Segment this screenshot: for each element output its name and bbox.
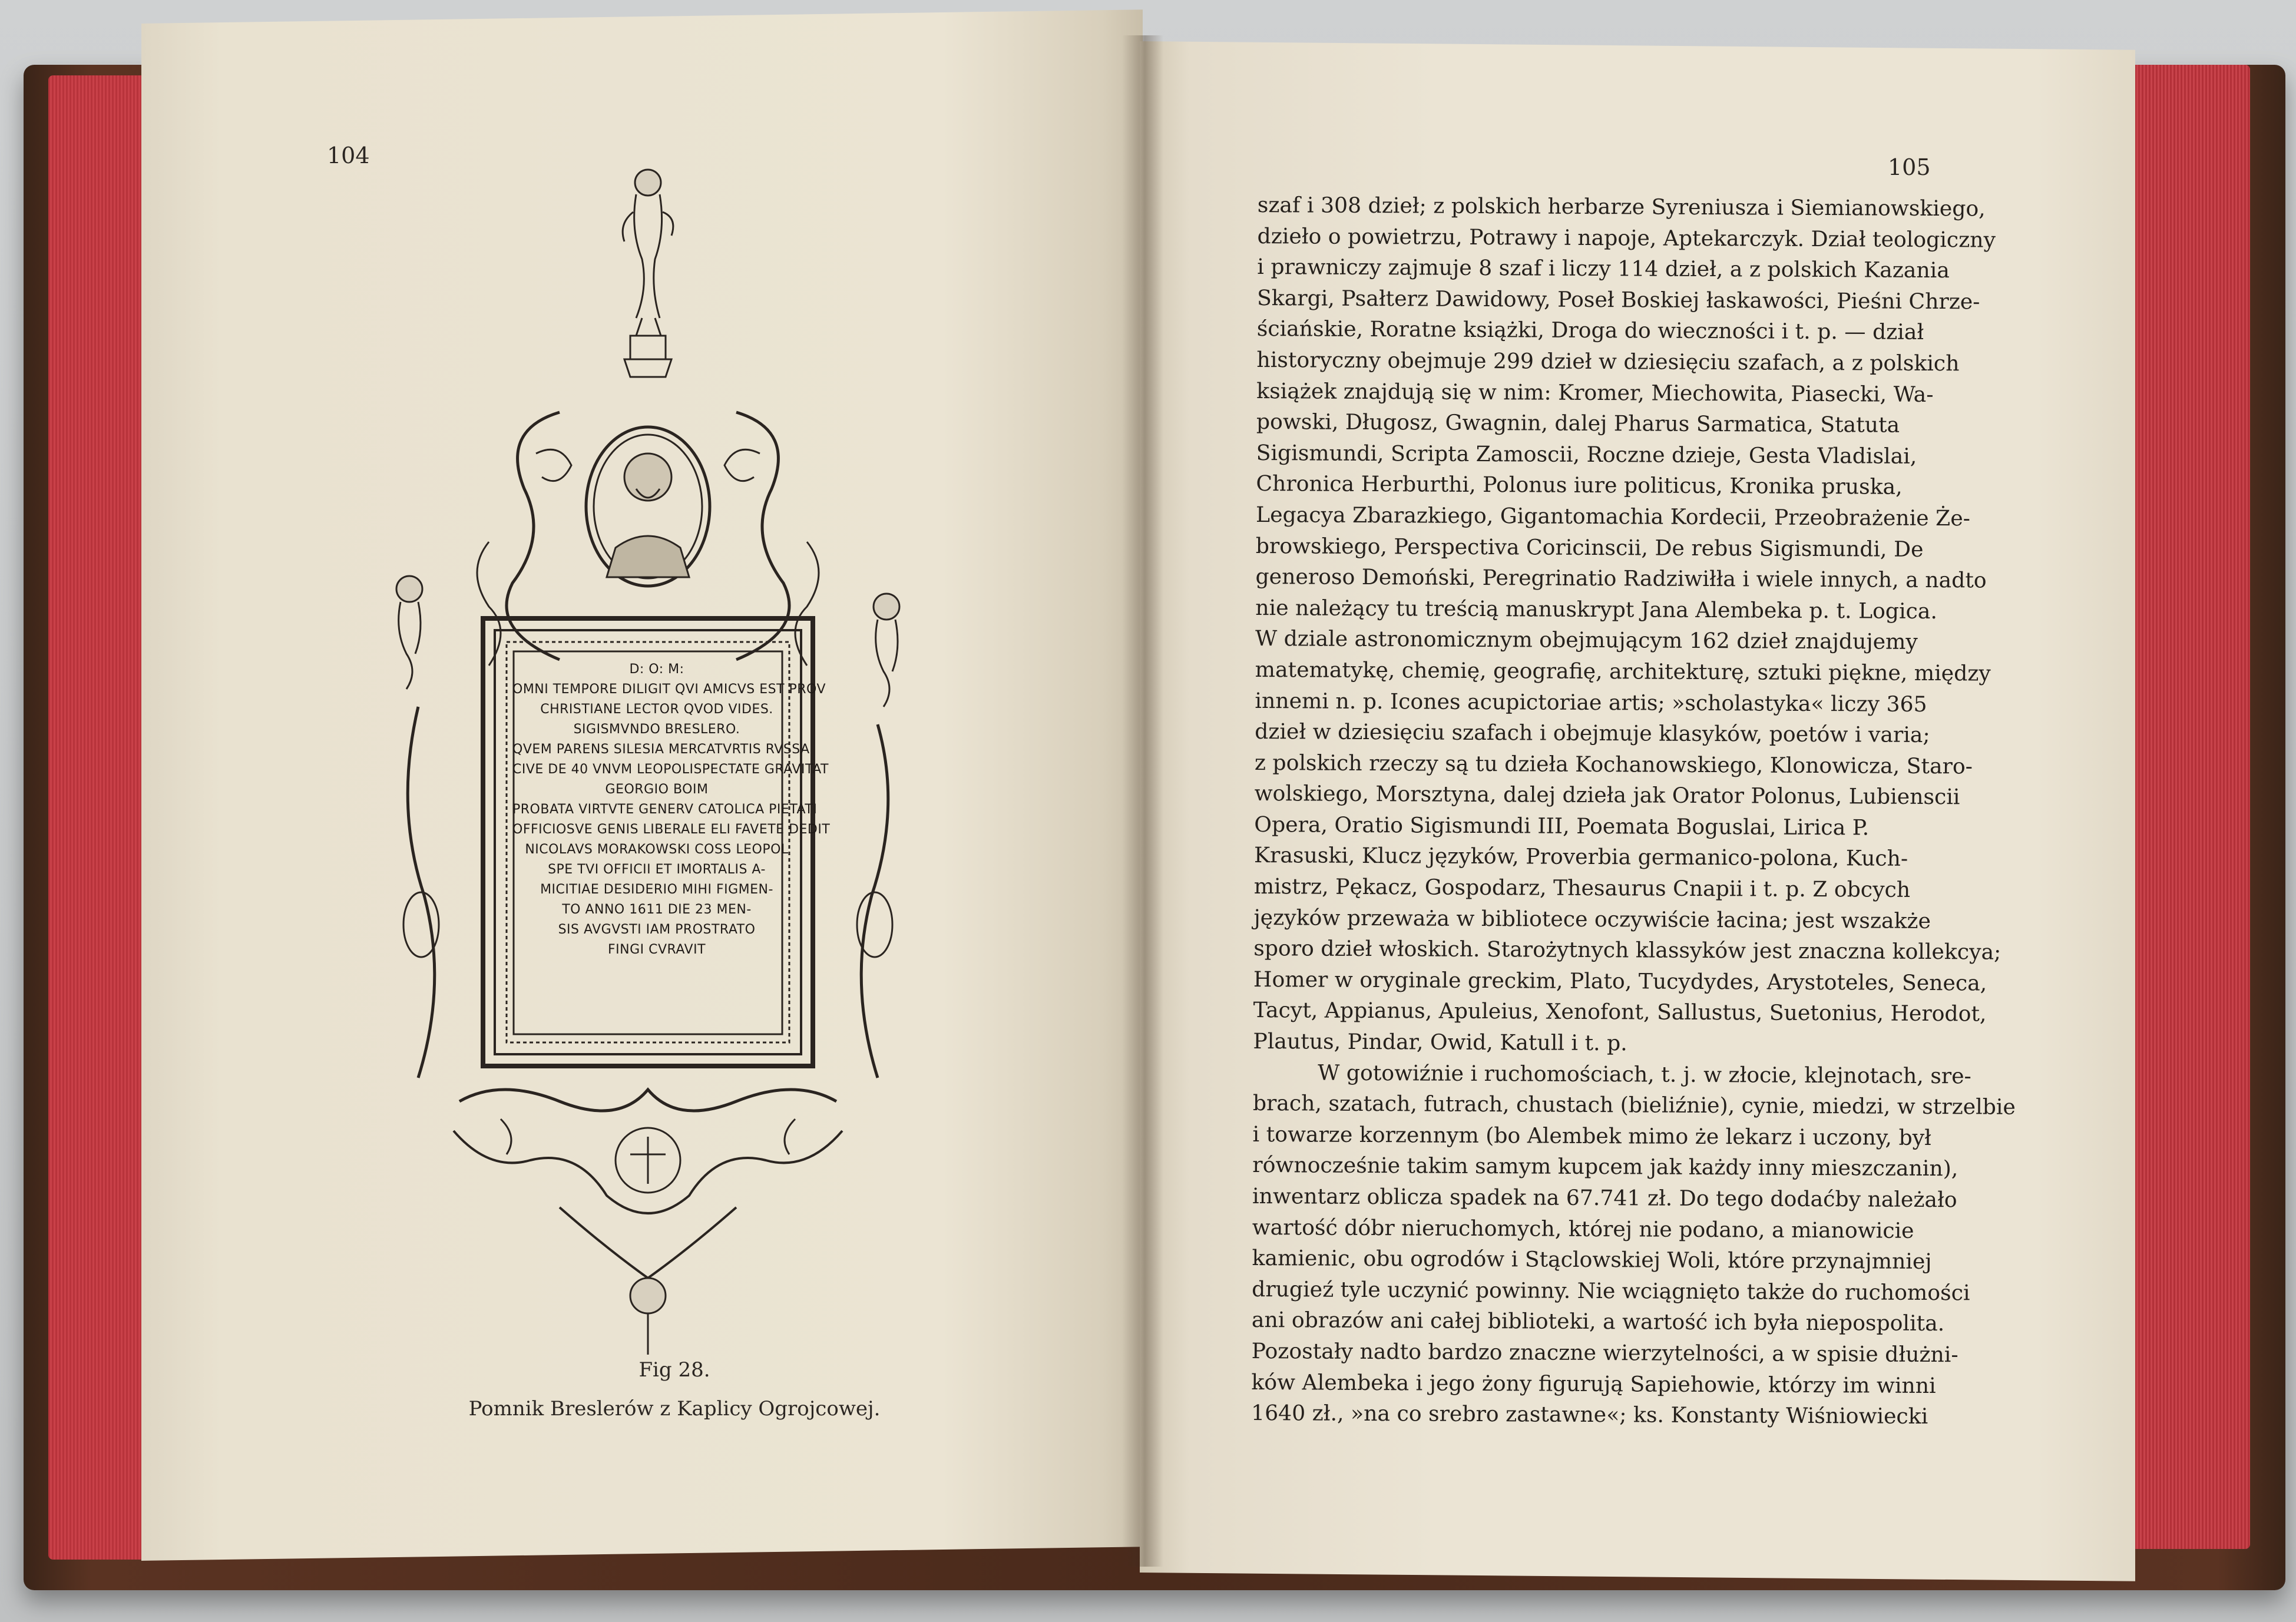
text-line: brach, szatach, futrach, chustach (bieliźnie), cynie, miedzi, w strzelbie — [1252, 1090, 2016, 1120]
inscription-line: SIGISMVNDO BRESLERO. — [573, 722, 740, 737]
cherub-left — [396, 576, 422, 689]
inscription-line: SIS AVGVSTI IAM PROSTRATO — [558, 922, 756, 937]
page-number-right: 105 — [1888, 154, 1931, 180]
text-line: i towarze korzennym (bo Alembek mimo że lekarz i uczony, był — [1252, 1121, 1931, 1150]
text-line: wartość dóbr nieruchomych, której nie podano, a mianowicie — [1252, 1214, 1914, 1243]
inscription-line: PROBATA VIRTVTE GENERV CATOLICA PIETATI — [512, 802, 818, 817]
inscription-line: FINGI CVRAVIT — [607, 942, 706, 957]
text-line: z polskich rzeczy są tu dzieła Kochanowskiego, Klonowicza, Staro- — [1254, 749, 1973, 779]
cherub-top-figure — [623, 170, 673, 336]
text-line: dzieło o powietrzu, Potrawy i napoje, Aptekarczyk. Dział teologiczny — [1257, 223, 1996, 253]
inscription-line: OFFICIOSVE GENIS LIBERALE ELI FAVETE DEDIT — [512, 822, 831, 837]
text-line: Plautus, Pindar, Owid, Katull i t. p. — [1253, 1028, 1627, 1056]
monument-inscription — [512, 660, 831, 1007]
text-line: książek znajdują się w nim: Kromer, Miechowita, Piasecki, Wa- — [1256, 378, 1934, 407]
text-line: powski, Długosz, Gwagnin, dalej Pharus Sarmatica, Statuta — [1256, 409, 1900, 438]
inscription-line: D: O: M: — [629, 662, 684, 677]
inscription-line: NICOLAVS MORAKOWSKI COSS LEOPOL — [525, 842, 789, 857]
text-line: Pozostały nadto bardzo znaczne wierzytelności, a w spisie dłużni- — [1251, 1338, 1958, 1368]
inscription-line: GEORGIO BOIM — [605, 782, 709, 797]
text-line: ani obrazów ani całej biblioteki, a wartość ich była niepospolita. — [1251, 1307, 1945, 1336]
inscription-line: CIVE DE 40 VNVM LEOPOLISPECTATE GRAVITAT — [512, 762, 829, 777]
text-line: matematykę, chemię, geografię, architekturę, sztuki piękne, między — [1255, 656, 1991, 686]
text-line: Homer w oryginale greckim, Plato, Tucydydes, Arystoteles, Seneca, — [1253, 966, 1987, 996]
text-line: 1640 zł., »na co srebro zastawne«; ks. Konstanty Wiśniowiecki — [1251, 1400, 1928, 1429]
text-line: wolskiego, Morsztyna, dalej dzieła jak Orator Polonus, Lubienscii — [1254, 780, 1960, 810]
inscription-line: CHRISTIANE LECTOR QVOD VIDES. — [540, 702, 773, 717]
text-line: generoso Demoński, Peregrinatio Radziwiłła i wiele innych, a nadto — [1255, 564, 1987, 593]
inscription-line: QVEM PARENS SILESIA MERCATVRTIS RVSSA — [512, 742, 810, 757]
text-line: szaf i 308 dzieł; z polskich herbarze Syreniusza i Siemianowskiego, — [1257, 191, 1986, 221]
text-line: Legacya Zbarazkiego, Gigantomachia Kordecii, Przeobrażenie Że- — [1256, 501, 1971, 531]
book-gutter — [1122, 35, 1163, 1567]
bottom-cartouche — [454, 1090, 842, 1355]
text-line: sporo dzieł włoskich. Starożytnych klassyków jest znaczna kollekcya; — [1253, 935, 2001, 965]
text-line: drugieź tyle uczynić powinny. Nie wciągnięto także do ruchomości — [1252, 1276, 1970, 1306]
text-line: browskiego, Perspectiva Coricinscii, De rebus Sigismundi, De — [1255, 532, 1924, 562]
portrait-medallion — [586, 427, 710, 586]
inscription-line: TO ANNO 1611 DIE 23 MEN- — [562, 902, 752, 917]
page-number-left: 104 — [327, 143, 370, 168]
text-line: Skargi, Psałterz Dawidowy, Poseł Boskiej łaskawości, Pieśni Chrze- — [1256, 284, 1980, 315]
text-line: Sigismundi, Scripta Zamoscii, Roczne dzieje, Gesta Vladislai, — [1256, 439, 1917, 469]
text-line: Opera, Oratio Sigismundi III, Poemata Boguslai, Lirica P. — [1254, 811, 1870, 840]
text-line: nie należący tu treścią manuskrypt Jana Alembeka p. t. Logica. — [1255, 594, 1938, 624]
text-line: ściańskie, Roratne książki, Droga do wieczności i t. p. — dział — [1256, 316, 1924, 345]
text-line: W dziale astronomicznym obejmującym 162 dzieł znajdujemy — [1255, 625, 1918, 655]
text-line: dzieł w dziesięciu szafach i obejmuje klasyków, poetów i varia; — [1255, 719, 1930, 748]
text-line: mistrz, Pękacz, Gospodarz, Thesaurus Cnapii i t. p. Z obcych — [1253, 873, 1911, 902]
inscription-line: SPE TVI OFFICII ET IMORTALIS A- — [548, 862, 766, 877]
text-line: inwentarz oblicza spadek na 67.741 zł. Do tego dodaćby należało — [1252, 1183, 1957, 1213]
text-line: kamienic, obu ogrodów i Stąclowskiej Woli, które przynajmniej — [1252, 1245, 1932, 1275]
text-line: równocześnie takim samym kupcem jak każdy inny mieszczanin), — [1252, 1152, 1958, 1181]
figure-number: Fig 28. — [638, 1358, 710, 1382]
text-line: historyczny obejmuje 299 dzieł w dziesięciu szafach, a z polskich — [1256, 346, 1960, 376]
text-line: i prawniczy zajmuje 8 szaf i liczy 114 dzieł, a z polskich Kazania — [1257, 254, 1950, 283]
text-line: innemi n. p. Icones acupictoriae artis; »scholastyka« liczy 365 — [1255, 687, 1927, 717]
text-line: Krasuski, Klucz języków, Proverbia germanico-polona, Kuch- — [1253, 842, 1908, 872]
text-line: W gotowiźnie i ruchomościach, t. j. w złocie, klejnotach, sre- — [1318, 1060, 1971, 1088]
text-line: ków Alembeka i jego żony figurują Sapiehowie, którzy im winni — [1251, 1369, 1936, 1398]
text-line: języków przeważa w bibliotece oczywiście łacina; jest wszakże — [1253, 904, 1931, 934]
figure-caption: Pomnik Breslerów z Kaplicy Ogrojcowej. — [468, 1397, 881, 1421]
inscription-line: MICITIAE DESIDERIO MIHI FIGMEN- — [540, 882, 773, 897]
text-line: Chronica Herburthi, Polonus iure politicus, Kronika pruska, — [1256, 471, 1903, 500]
inscription-line: OMNI TEMPORE DILIGIT QVI AMICVS EST PROV — [512, 682, 826, 697]
right-page-edges — [2120, 65, 2250, 1549]
cherub-right — [874, 594, 899, 707]
text-line: Tacyt, Appianus, Apuleius, Xenofont, Sallustus, Suetonius, Herodot, — [1253, 997, 1987, 1027]
right-page-body-text — [1251, 190, 2017, 1432]
